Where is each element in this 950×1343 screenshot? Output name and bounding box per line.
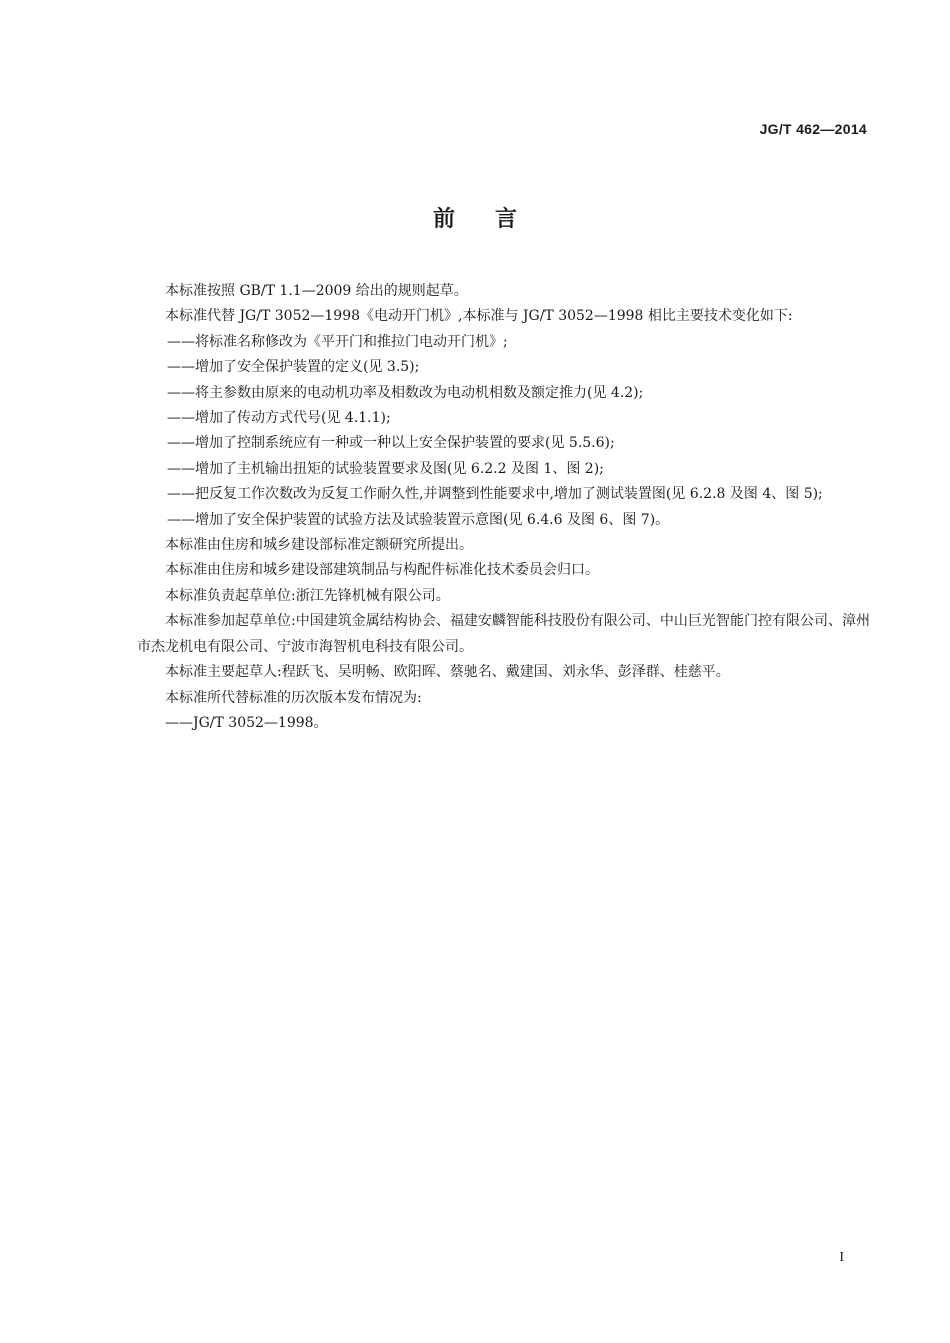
change-item: ——把反复工作次数改为反复工作耐久性,并调整到性能要求中,增加了测试装置图(见 6.2.8 及图 4、图 5);	[167, 486, 823, 503]
paragraph-participants: 本标准参加起草单位:中国建筑金属结构协会、福建安麟智能科技股份有限公司、中山巨光智能门控有限公司、漳州市杰龙机电有限公司、宁波市海智机电科技有限公司。	[137, 613, 870, 655]
paragraph-drafting-rules: 本标准按照 GB/T 1.1—2009 给出的规则起草。	[165, 283, 468, 299]
paragraph-history-item: ——JG/T 3052—1998。	[165, 714, 328, 731]
change-item: ——增加了安全保护装置的定义(见 3.5);	[167, 359, 420, 376]
paragraph-lead-drafter: 本标准负责起草单位:浙江先锋机械有限公司。	[165, 587, 450, 604]
change-item: ——增加了主机输出扭矩的试验装置要求及图(见 6.2.2 及图 1、图 2);	[167, 460, 604, 477]
foreword-body	[137, 279, 870, 736]
paragraph-main-drafters: 本标准主要起草人:程跃飞、吴明畅、欧阳晖、蔡驰名、戴建国、刘永华、彭泽群、桂慈平。	[165, 664, 730, 681]
paragraph-history-intro: 本标准所代替标准的历次版本发布情况为:	[165, 689, 422, 706]
paragraph-replacement: 本标准代替 JG/T 3052—1998《电动开门机》,本标准与 JG/T 3052—1998 相比主要技术变化如下:	[165, 308, 793, 325]
change-item: ——将标准名称修改为《平开门和推拉门电动开门机》;	[167, 333, 508, 350]
change-item: ——增加了控制系统应有一种或一种以上安全保护装置的要求(见 5.5.6);	[167, 435, 615, 452]
paragraph-managed-by: 本标准由住房和城乡建设部建筑制品与构配件标准化技术委员会归口。	[165, 562, 599, 579]
page-title: 前言	[432, 207, 557, 232]
standard-code: JG/T 462—2014	[759, 121, 867, 137]
change-item: ——将主参数由原来的电动机功率及相数改为电动机相数及额定推力(见 4.2);	[167, 384, 644, 401]
change-item: ——增加了安全保护装置的试验方法及试验装置示意图(见 6.4.6 及图 6、图 7)。	[167, 511, 670, 528]
change-item: ——增加了传动方式代号(见 4.1.1);	[167, 410, 391, 427]
page-number: I	[839, 1250, 844, 1265]
paragraph-proposed-by: 本标准由住房和城乡建设部标准定额研究所提出。	[165, 537, 473, 554]
